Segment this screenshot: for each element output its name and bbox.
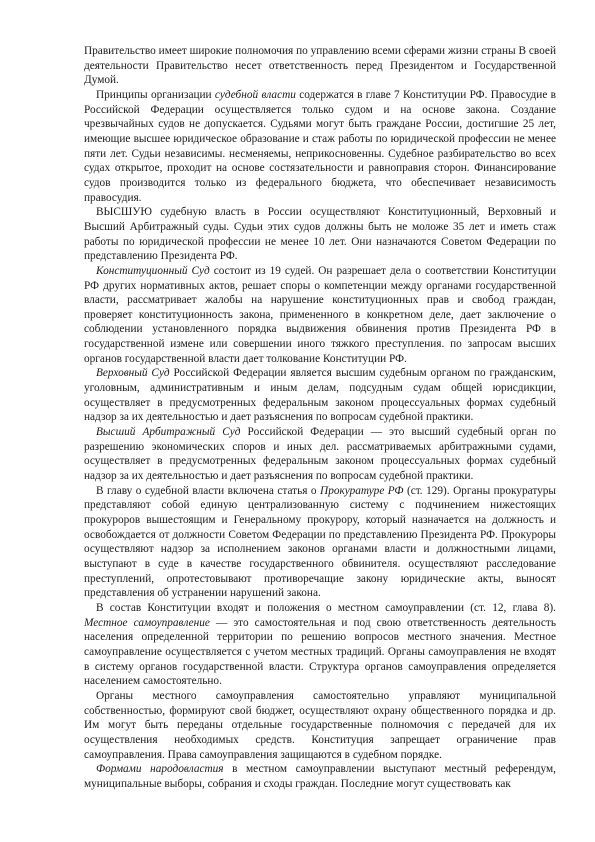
- text-run: ВЫСШУЮ судебную власть в России осуществляют Конституционный, Верховный и Высший Арбитражный суды. Судьи этих судов должны быть не моложе 35 лет и иметь стаж работы по юридической профессии не менее 10 лет. Они назначаются Советом Федерации по представлению Президента РФ.: [84, 206, 556, 263]
- italic-term: Прокуратуре РФ: [320, 484, 404, 497]
- text-run: — это самостоятельная и под свою ответственность деятельность населения определенной территории по решению вопросов местного значения. Местное самоуправление осуществляется с учетом местных традиций. Органы самоуправления не входят в систему органов государственной власти. Структура органов самоуправления определяется населением самостоятельно.: [84, 616, 556, 688]
- paragraph-9: [84, 689, 556, 762]
- italic-term: Формами народовластия: [96, 763, 224, 776]
- paragraph-3: [84, 205, 556, 264]
- text-run: В главу о судебной власти включена статья о: [96, 484, 321, 497]
- paragraph-6: [84, 425, 556, 484]
- text-run: в местном самоуправлении выступают местный референдум, муниципальные выборы, собрания и сходы граждан. Последние могут существовать как: [84, 763, 557, 790]
- paragraph-5: [84, 366, 556, 425]
- text-run: В состав Конституции входят и положения о местном самоуправлении (ст. 12, глава 8).: [96, 601, 556, 614]
- text-run: Российской Федерации является высшим судебным органом по гражданским, уголовным, административным и иным делам, подсудным судам общей юрисдикции, осуществляет в предусмотренных федеральным законом процессуальных формах судебный надзор за их деятельностью и дает разъяснения по вопросам судебной практики.: [84, 367, 556, 424]
- text-run: Принципы организации: [96, 88, 215, 101]
- italic-term: Высший Арбитражный Суд: [96, 426, 241, 439]
- italic-term: Местное самоуправление: [84, 616, 210, 629]
- italic-term: Верховный Суд: [96, 367, 170, 380]
- text-run: Органы местного самоуправления самостоятельно управляют муниципальной собственностью, формируют свой бюджет, осуществляют охрану общественного порядка и др. Им могут быть переданы отдельные государственные полномочия с передачей для их осуществления необходимых средств. Конституция запрещает ограничение прав самоуправления. Права самоуправления защищаются в судебном порядке.: [84, 689, 556, 761]
- text-run: состоит из 19 судей. Он разрешает дела о соответствии Конституции РФ других нормативных актов, решает споры о компетенции между органами государственной власти, рассматривает жалобы на нарушение конституционных прав и свобод граждан, проверяет конституционность закона, примененного в конкретном деле, дает заключение о соблюдении установленного порядка выдвижения обвинения против Президента РФ в государственной измене или совершении иного тяжкого преступления. по запросам высших органов государственной власти дает толкование Конституции РФ.: [84, 264, 556, 365]
- text-run: (ст. 129). Органы прокуратуры представляют собой единую централизованную систему с подчинением нижестоящих прокуроров вышестоящим и Генеральному прокурору, который назначается на должность и освобождается от должности Советом Федерации по представлению Президента РФ. Прокуроры осуществляют надзор за исполнением законов органами власти и должностными лицами, выступают в суде в качестве государственного обвинителя. осуществляют расследование преступлений, опротестовывают противоречащие закону юридические акты, выносят представления об устранении нарушений закона.: [84, 484, 556, 600]
- paragraph-8: [84, 601, 556, 689]
- paragraph-7: [84, 484, 556, 601]
- document-page: [84, 44, 556, 791]
- paragraph-4: [84, 264, 556, 367]
- paragraph-1: [84, 44, 556, 88]
- paragraph-10: [84, 762, 556, 791]
- italic-term: судебной власти: [214, 88, 296, 101]
- paragraph-2: [84, 88, 556, 205]
- italic-term: Конституционный Суд: [96, 264, 210, 277]
- text-run: Российской Федерации — это высший судебный орган по разрешению экономических споров и иных дел. рассматриваемых арбитражными судами, осуществляет в предусмотренных федеральным законом процессуальных формах судебный надзор за их деятельностью и дает разъяснения по вопросам судебной практики.: [84, 426, 557, 483]
- text-run: содержатся в главе 7 Конституции РФ. Правосудие в Российской Федерации осуществляется только судом и на основе закона. Создание чрезвычайных судов не допускается. Судьями могут быть граждане России, достигшие 25 лет, имеющие высшее юридическое образование и стаж работы по юридической профессии не менее пяти лет. Судьи независимы. несменяемы, неприкосновенны. Судебное разбирательство во всех судах открытое, проходит на основе состязательности и равноправия сторон. Финансирование судов производится только из федерального бюджета, что обеспечивает независимость правосудия.: [84, 88, 557, 204]
- text-run: Правительство имеет широкие полномочия по управлению всеми сферами жизни страны В своей деятельности Правительство несет ответственность перед Президентом и Государственной Думой.: [84, 45, 556, 87]
